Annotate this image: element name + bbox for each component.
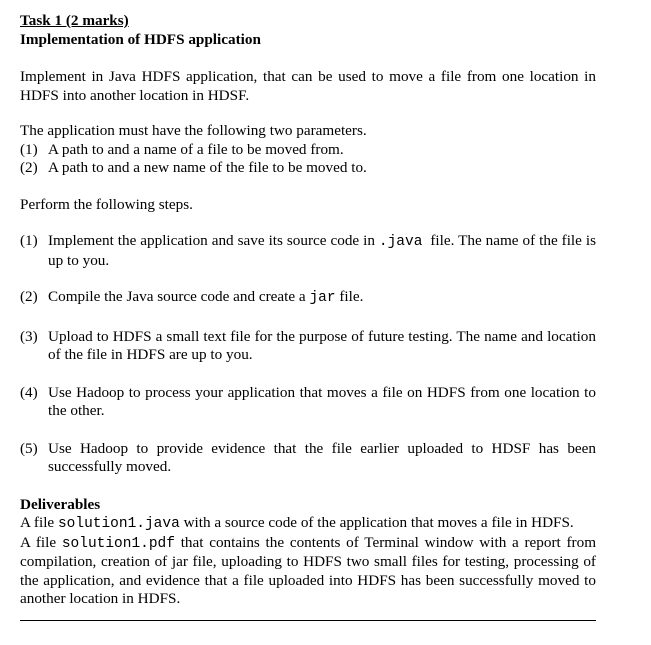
step-item [20,288,596,308]
task-title: Task 1 (2 marks) [20,12,129,29]
step-text: Upload to HDFS a small text file for the purpose of future testing. The name and location of the file in HDFS are up to you. [48,327,596,363]
step-text-before: Compile the Java source code and create a [48,288,306,305]
deliverable-pdf [20,534,596,609]
deliverable-prefix: A file [20,514,55,531]
parameter-number: (1) [20,140,38,158]
deliverable-suffix: with a source code of the application that moves a file in HDFS. [183,514,574,531]
step-number: (1) [20,232,38,249]
step-text [48,288,596,308]
parameter-text: A path to and a name of a file to be moved from. [48,140,344,158]
step-text-before: Implement the application and save its source code in [48,232,375,249]
step-text-after: file. The name of the file is up to you. [48,232,596,269]
step-item [20,232,596,270]
step-number: (3) [20,327,38,345]
steps-lead: Perform the following steps. [20,195,193,213]
step-item [20,384,596,421]
parameter-number: (2) [20,159,38,176]
deliverable-prefix: A file [20,533,57,551]
code-solution-java: solution1.java [57,516,180,532]
step-text-after: file. [339,288,364,305]
deliverables-title: Deliverables [20,495,101,513]
deliverable-suffix: that contains the contents of Terminal window with a report from compilation, creation of jar file, uploading to HDFS two small files for testing, processing of the application, and evidence that a file uploaded into HDFS has been successfully moved to another location in HDFS. [20,533,597,607]
parameter-item [20,159,596,178]
deliverable-java [20,514,596,534]
code-jar: jar [309,290,336,306]
task-subtitle: Implementation of HDFS application [20,30,261,48]
step-text: Use Hadoop to process your application that moves a file on HDFS from one location to the other. [48,383,596,419]
step-item [20,328,596,365]
code-java-extension: .java [378,234,423,250]
parameters-lead: The application must have the following two parameters. [20,122,367,139]
step-item [20,440,596,477]
step-number: (5) [20,439,38,457]
step-number: (4) [20,383,38,401]
step-text [48,232,596,270]
parameter-text: A path to and a new name of the file to be moved to. [48,159,367,176]
step-number: (2) [20,288,38,305]
code-solution-pdf: solution1.pdf [61,535,175,552]
parameter-item [20,141,596,160]
intro-paragraph: Implement in Java HDFS application, that can be used to move a file from one location in HDFS into another location in HDSF. [20,68,596,104]
document-page [20,12,596,609]
step-text: Use Hadoop to provide evidence that the file earlier uploaded to HDSF has been successfully moved. [48,439,596,475]
bottom-rule [20,620,596,621]
